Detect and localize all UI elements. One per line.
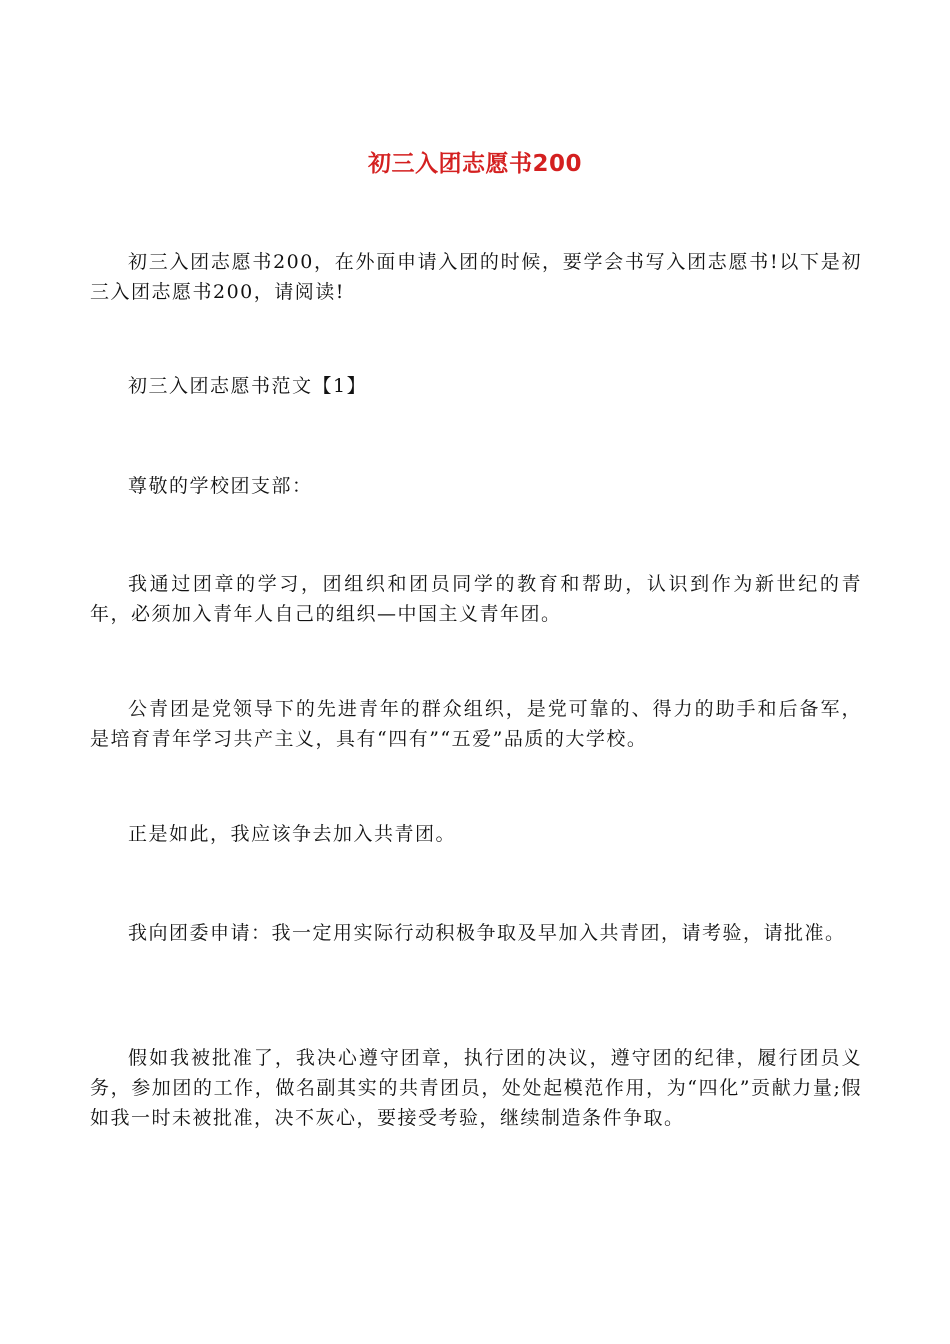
body-paragraph: 我向团委申请：我一定用实际行动积极争取及早加入共青团，请考验，请批准。 [128,922,846,944]
section-heading: 初三入团志愿书范文【1】 [128,375,368,397]
document-title: 初三入团志愿书200 [367,151,582,178]
salutation: 尊敬的学校团支部： [128,475,313,497]
intro-paragraph: 初三入团志愿书200，在外面申请入团的时候，要学会书写入团志愿书!以下是初三入团志愿书200，请阅读! [90,251,862,303]
body-paragraph: 正是如此，我应该争去加入共青团。 [128,823,457,845]
body-paragraph: 假如我被批准了，我决心遵守团章，执行团的决议，遵守团的纪律，履行团员义务，参加团的工作，做名副其实的共青团员，处处起模范作用，为“四化”贡献力量;假如我一时未被批准，决不灰心，要接受考验，继续制造条件争取。 [90,1047,862,1129]
body-paragraph: 公青团是党领导下的先进青年的群众组织，是党可靠的、得力的助手和后备军，是培育青年学习共产主义，具有“四有”“五爱”品质的大学校。 [90,698,862,750]
body-paragraph: 我通过团章的学习，团组织和团员同学的教育和帮助，认识到作为新世纪的青年，必须加入青年人自己的组织—中国主义青年团。 [90,573,862,625]
